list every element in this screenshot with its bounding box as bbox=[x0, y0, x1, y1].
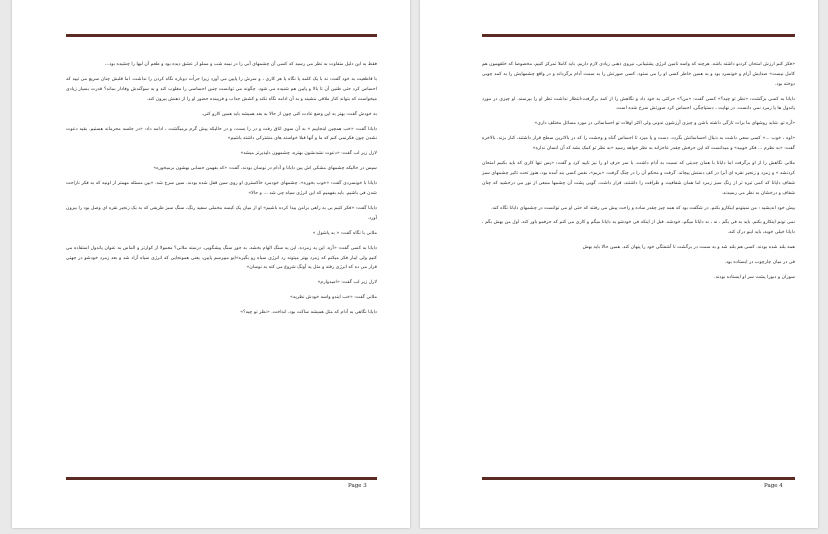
page-number: Page 4 bbox=[764, 483, 783, 489]
paragraph: دایانا نگاهی به آدام که مثل همیشه ساکت بود، انداخت. «نظر تو چیه؟» bbox=[240, 310, 377, 316]
header-rule bbox=[66, 34, 377, 37]
footer-rule bbox=[66, 477, 377, 480]
document-page-right bbox=[420, 0, 818, 528]
paragraph: با قاطعیت به خود گفت: نه با یک کلمه یا نگاه یا هر کاری ، و سرش را پایین می آورد زیرا جرأت دوباره نگاه کردن را نداشت. اما قلبش چنان سریع می تپید که احساس کرد حتی طنین آن تا بالا و پایین هم شنیده می شود. چگونه می توانست چنین احساسی را مغلوب کند و به سوگندش وفادار بماند؟ قدرت بسیار زیادی میخواست که بتواند کنار ملاقی بنشیند و به آن ادامه نگاه نکند و کشش جذاب و فریبنده حضور او را از ذهنش بیرون کند. bbox=[66, 76, 377, 102]
paragraph: فقط به این دلیل متفاوت به نظر می رسید که کسی آن چشمهای آبی را در نیمه شب و مملو از عشق دیده بود و طعم آن لبها را چشیده بود... bbox=[104, 62, 377, 67]
paragraph: نمی تونم اینکارو بکنم. باید به فی بگم ، نه ، نه دایانا میگم، خودشه. قبل از اینکه فی خودشو به دایانا میگم و کاری می کنم که حرفمو باور کنه. اول من بهش بگم ، دایانا خیلی خوبه، باید اینو درک کنه. bbox=[482, 220, 795, 236]
paragraph: همه بلند شده بودند. کسی هم بلند شد و به سمت در برگشت تا آشفتگی خود را پنهان کند. همین حالا باید بهش bbox=[582, 245, 795, 251]
paragraph: دایانا گفت: «فکر کنیم بی به راهی برامن پیدا کرده باشیم» او از میان یک کیسه مخملی سفید رنگ، سنگ سبز ظریفی که به یک زنجیر نقره ای وصل بود را بیرون آورد. bbox=[66, 206, 377, 221]
paragraph: «آره تو. شاید روشهای ما برات تازگی داشته باشن و چیزی آرزشون ندونی ولی اکثر اوقات تو احساساتی در مورد مسائل مختلف داری» bbox=[534, 121, 795, 127]
paragraph: ملانی گفت: «خب ایندو واسه خودش نظریه» bbox=[290, 295, 377, 301]
paragraph: لارل زیر لب گفت: «دعوت نشدنشون بهتره، چشمهون دلپذیرتر میشه» bbox=[240, 151, 377, 157]
document-page-left bbox=[12, 0, 410, 528]
paragraph: دایانا با خونسردی گفت: «خوب بخوره». چشمهای خودمرد خاکستری او روی سین قفل شده بودند. سین سرخ شد. «بین مسئله مهمتر از اونیه که به فکر ناراحت شدن فی باشیم. باید بفهمیم که این انرژی سیاه چی شد ... و حالا» bbox=[66, 181, 377, 197]
paragraph: دایانا به کسی برگشت: «نظر تو چیه؟» کسی گفت: «من؟» حرکتی به خود داد و نگاهش را از کمد برگرفت:انتظار نداشت نظر او را بپرسند. او چیزی در مورد پاندول ها یا زمرد نمی دانست. در نهایت ، دستپاچگی، احساس کرد صورتش سرخ شده است. bbox=[482, 96, 795, 112]
paragraph: به خودش گفت: بهتر به این وضع عادت کنی چون از حالا به بعد همیشه باید همین کارو کنی. bbox=[201, 111, 377, 117]
paragraph: ملانی نگاهش را از او برگرفت اما دایانا با همان جدیتی که نسبت به آدام داشت، با سر حرف او را نیز تایید کرد و گفت: «پس تنها کاری که باید بکنیم امتحان کردنشه » و زمرد و زنجیر نقره ای آنرا در کف دستش پیچاند. گرفت و محکم آن را در چنگ گرفت. «بریم»، نفس کسی بند آمده بود، هنوز تحت تاثیر چشمهای سبز شفاف دایانا که کمی تیره تر از رنگ سبز زمرد اما همان شفافیت و ظرافت را داشتند، قرار داشت. گویی پشت آن چشمها منبعی از نور می درخشید که چنان شفاف و درخشان به نظر می رسیدند. bbox=[482, 161, 795, 196]
paragraph: ملانی با نگاه گفت: « به پاشول » bbox=[312, 230, 377, 236]
header-rule bbox=[482, 34, 795, 37]
page-body-text bbox=[66, 60, 377, 323]
paragraph: سوزان و دبورا پشت سر او ایستاده بودند. bbox=[714, 275, 795, 281]
paragraph: سپس در حالیکه چشمهای مشکی اش بین دایانا و آدام در نوسان بودند، گفت: «که بفهمن حسابی بهشون برمیخوره» bbox=[153, 166, 377, 172]
paragraph: دایانا گفت: «خب همچین اینجاییم » به آن سوی اتاق رفت و در را بست، و در حالیکه پیش گرم برمیگشت ، ادامه داد: «در جلسه محرمانه هستیم. بقیه دعوت نشدن چون فکرنمی کنم که ما و آنها قبلا خواسته های مشترکی داشته باشیم» bbox=[66, 126, 377, 142]
paragraph: پیش خود اندیشید : من نمیتونم اینکارو بکنم. در شگفت بود که همه چیز چقدر ساده و راحت پیش می رفتند که حتی او می توانست در چشمهای دایانا نگاه کند. bbox=[491, 205, 795, 211]
paragraph: دایانا به کسی گفت: «آره. این یه زمرده. این یه سنگ الهام بخشه. به جور سنگ پیشگویی. درسته ملانی؟ معمولا از کوارتز و الماس به عنوان پاندول استفاده می کنیم ولی ایبار فکر میکنم که زمرد بهتر میتونه رد انرژی سیاه رو بگیره»ایو میپرسم پایین، یعنی همونجایی که انرژی سیاه آزاد شد و بعد زمرد خودشو در جهتی قرار می ده که انرژی رفته و مثل یه آونگ شروع می کنه به نوسان» bbox=[66, 245, 377, 271]
paragraph: فی در میان چارچوب در ایستاده بود. bbox=[724, 260, 795, 266]
paragraph: لارل زیر لب گفت: «امیدوارم» bbox=[317, 280, 377, 286]
paragraph: «فکر کنم ارزش امتحان کردنو داشته باشه. هرچند که واسه تامین انرژی پشتیبانی، نیروی ذهنی زیادی لازم داریم. باید کاملا تمرکز کنیم، مخصوصا که خلقهمون هم کامل نیست» صدایش آرام و خونسرد بود و به همین خاطر کسی او را می ستود. کسی صورتش را به سمت آدام برگرداند و در واقع چشمهایش را به کمد چوبی دوخته بود. bbox=[482, 62, 795, 87]
footer-rule bbox=[482, 477, 795, 480]
page-body-text bbox=[482, 60, 795, 288]
page-number: Page 3 bbox=[348, 483, 367, 489]
paragraph: «اوه ، خوب ...» کسی سعی داشت به دنبال احساساتش بگردد، دست و پا میزد تا احساس گناه و وحشت را که در بالاترین سطح قرار داشتند، کنار بزند. بالاخره گفت: «به نظرم ... فکر خوبیه» و میدانست که این حرفش چقدر عاجزانه به نظر خواهد رسید «به نظر تو کمک بشه که آن انسان نداره» bbox=[482, 136, 795, 152]
